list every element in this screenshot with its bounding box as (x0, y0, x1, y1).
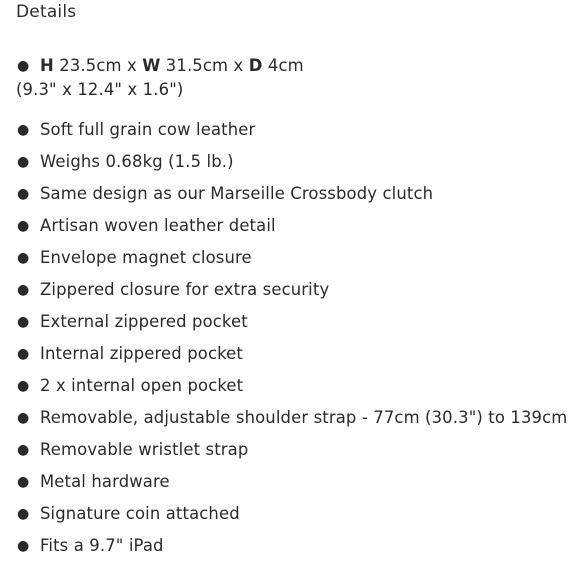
list-item (0, 277, 580, 309)
depth-label: D (248, 56, 263, 75)
list-item (0, 533, 580, 563)
bullet-icon: ● (17, 506, 30, 522)
feature-text: Envelope magnet closure (40, 248, 252, 267)
list-item (0, 341, 580, 373)
bullet-icon: ● (17, 346, 30, 362)
list-item (0, 181, 580, 213)
feature-text: Signature coin attached (40, 504, 240, 523)
list-item (0, 469, 580, 501)
height-label: H (40, 56, 54, 75)
feature-text: External zippered pocket (40, 312, 248, 331)
feature-text: Weighs 0.68kg (1.5 lb.) (40, 152, 234, 171)
list-item-dimensions (0, 53, 580, 77)
list-item (0, 437, 580, 469)
list-item (0, 405, 580, 437)
bullet-icon: ● (17, 282, 30, 298)
feature-text: Artisan woven leather detail (40, 216, 276, 235)
feature-text: Same design as our Marseille Crossbody clutch (40, 184, 434, 203)
bullet-icon: ● (17, 218, 30, 234)
feature-text: Removable wristlet strap (40, 440, 249, 459)
bullet-icon: ● (17, 250, 30, 266)
list-item (0, 149, 580, 181)
bullet-icon: ● (17, 186, 30, 202)
feature-text: Internal zippered pocket (40, 344, 243, 363)
bullet-icon: ● (17, 410, 30, 426)
bullet-icon: ● (17, 538, 30, 554)
list-item (0, 309, 580, 341)
list-item (0, 117, 580, 149)
bullet-icon: ● (17, 58, 30, 74)
list-item-dimensions-imperial (0, 77, 580, 117)
imperial-dimensions: (9.3" x 12.4" x 1.6") (16, 80, 184, 99)
list-item (0, 501, 580, 533)
details-list (0, 53, 580, 563)
list-item (0, 213, 580, 245)
height-value: 23.5cm x (53, 56, 143, 75)
bullet-icon: ● (17, 474, 30, 490)
feature-text: Zippered closure for extra security (40, 280, 330, 299)
bullet-icon: ● (17, 122, 30, 138)
bullet-icon: ● (17, 314, 30, 330)
width-label: W (142, 56, 161, 75)
depth-value: 4cm (262, 56, 304, 75)
list-item (0, 373, 580, 405)
bullet-icon: ● (17, 378, 30, 394)
width-value: 31.5cm x (160, 56, 249, 75)
feature-text: Removable, adjustable shoulder strap - 77cm (30.3") to 139cm (40, 408, 568, 427)
feature-text: Metal hardware (40, 472, 170, 491)
feature-text: Fits a 9.7" iPad (40, 536, 164, 555)
bullet-icon: ● (17, 442, 30, 458)
details-heading: Details (16, 2, 77, 22)
list-item (0, 245, 580, 277)
feature-text: 2 x internal open pocket (40, 376, 244, 395)
bullet-icon: ● (17, 154, 30, 170)
feature-text: Soft full grain cow leather (40, 120, 256, 139)
